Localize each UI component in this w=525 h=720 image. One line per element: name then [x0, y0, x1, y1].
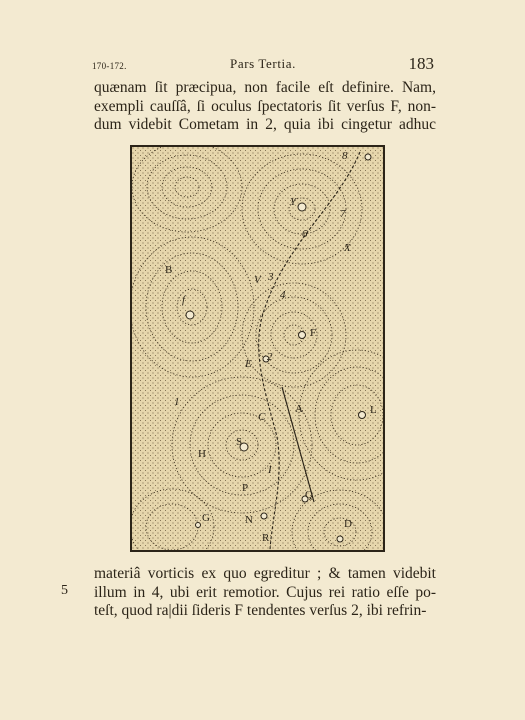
figure-label-c: C — [258, 411, 266, 423]
figure-label-h: H — [198, 448, 206, 460]
section-range: 170-172. — [92, 61, 127, 71]
figure-label-4: 4 — [280, 289, 286, 301]
star-l — [359, 412, 366, 419]
figure-label-y: Y — [290, 196, 297, 208]
text-line: exempli cauſſâ, ſi oculus ſpectatoris ſit verſus F, non- — [94, 97, 436, 115]
figure-label-s: S — [236, 436, 243, 448]
vortex-figure — [130, 145, 385, 552]
text-line: dum videbit Cometam in 2, quia ibi cingetur adhuc — [94, 116, 436, 133]
star-g — [196, 523, 201, 528]
figure-label-e: E — [245, 358, 252, 370]
figure-label-r: R — [262, 532, 270, 544]
figure-label-q: Q — [305, 489, 313, 501]
figure-label-v: V — [254, 274, 261, 286]
figure-label-l: L — [370, 404, 377, 416]
star-y — [298, 203, 306, 211]
figure-label-p: P — [242, 482, 249, 494]
running-head — [92, 56, 434, 78]
figure-label-6: 6 — [302, 228, 308, 240]
paragraph-bottom — [94, 565, 436, 621]
figure-label-a: A — [295, 403, 303, 415]
figure-label-g: G — [202, 512, 210, 524]
comet-8 — [365, 154, 371, 160]
figure-label-3: 3 — [268, 271, 274, 283]
page-number: 183 — [408, 54, 434, 73]
text-line: illum in 4, ubi erit remotior. Cujus rei ratio eſſe po- — [94, 583, 436, 601]
figure-label-f-italic: f — [182, 294, 186, 306]
figure-label-x: X — [344, 242, 351, 254]
figure-label-i: I — [268, 464, 272, 476]
paragraph-top — [94, 79, 436, 135]
text-line: quænam ſit præcipua, non facile eſt definire. Nam, — [94, 79, 436, 96]
figure-label-8: 8 — [342, 150, 348, 162]
figure-label-f: F — [310, 327, 317, 339]
figure-label-d: D — [344, 518, 352, 530]
figure-label-b: B — [165, 264, 173, 276]
figure-label-2: 2 — [267, 351, 273, 363]
star-f-italic — [186, 311, 194, 319]
text-line: teſt, quod ra|dii ſideris F tendentes verſus 2, ibi refrin- — [94, 602, 427, 619]
margin-line-number: 5 — [61, 583, 68, 598]
star-f — [299, 332, 306, 339]
star-d — [337, 536, 343, 542]
figure-label-1: 1 — [174, 396, 180, 408]
running-title: Pars Tertia. — [230, 56, 296, 71]
star-n — [261, 513, 267, 519]
figure-label-n: N — [245, 514, 253, 526]
figure-label-7: 7 — [340, 208, 346, 220]
text-line: materiâ vorticis ex quo egreditur ; & tamen videbit — [94, 565, 436, 582]
